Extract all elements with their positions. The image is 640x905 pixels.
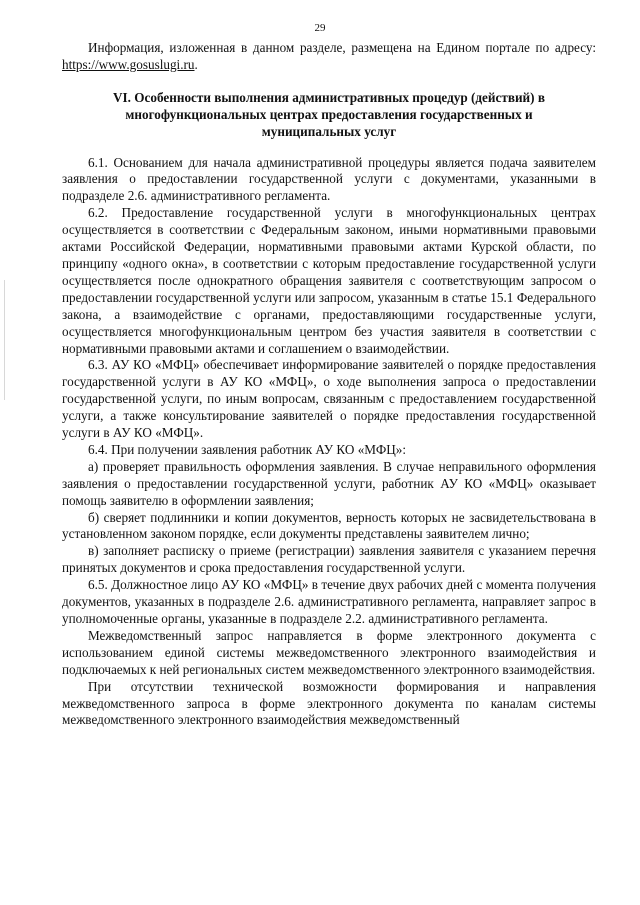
intro-text: Информация, изложенная в данном разделе, размещена на Едином портале по адресу: bbox=[88, 40, 596, 55]
paragraph-interagency-request: Межведомственный запрос направляется в форме электронного документа с использованием единой системы межведомственного электронного взаимодействия и подключаемых к ней региональных систем межведомственного электронного взаимодействия. bbox=[62, 627, 596, 677]
list-item-v: в) заполняет расписку о приеме (регистрации) заявления заявителя с указанием перечня принятых документов и срока предоставления государственной услуги. bbox=[62, 543, 596, 576]
scan-edge-mark bbox=[4, 280, 5, 400]
page-content bbox=[62, 40, 596, 729]
list-item-a: а) проверяет правильность оформления заявления. В случае неправильного оформления заявления о предоставлении государственной услуги, работник АУ КО «МФЦ» оказывает помощь заявителю в оформлении заявления; bbox=[62, 458, 596, 508]
list-item-b: б) сверяет подлинники и копии документов, верность которых не засвидетельствована в установленном законом порядке, если документы представлены заявителем лично; bbox=[62, 509, 596, 542]
paragraph-6-1: 6.1. Основанием для начала административной процедуры является подача заявителем заявления о предоставлении государственной услуги с документами, указанными в подразделе 2.6. административного регламента. bbox=[62, 154, 596, 204]
page-number: 29 bbox=[314, 22, 326, 34]
paragraph-no-technical-possibility: При отсутствии технической возможности формирования и направления межведомственного запроса в форме электронного документа по каналам системы межведомственного электронного взаимодействия межведомственный bbox=[62, 678, 596, 728]
gosuslugi-link[interactable]: https://www.gosuslugi.ru bbox=[62, 56, 195, 72]
intro-paragraph bbox=[62, 40, 596, 74]
section-heading: VI. Особенности выполнения административных процедур (действий) в многофункциональных центрах предоставления государственных и муниципальных услуг bbox=[113, 89, 545, 139]
paragraph-6-2: 6.2. Предоставление государственной услуги в многофункциональных центрах осуществляется в соответствии с Федеральным законом, иными нормативными правовыми актами Российской Федерации, нормативными правовыми актами Курской области, по принципу «одного окна», в соответствии с которым предоставление государственной услуги осуществляется после однократного обращения заявителя с соответствующим запросом о предоставлении государственной услуги или запросом, указанным в статье 15.1 Федерального закона, а взаимодействие с органами, предоставляющими государственные услуги, осуществляется многофункциональным центром без участия заявителя в соответствии с нормативными правовыми актами и соглашением о взаимодействии. bbox=[62, 205, 596, 356]
intro-text-end: . bbox=[194, 56, 198, 72]
paragraph-6-5: 6.5. Должностное лицо АУ КО «МФЦ» в течение двух рабочих дней с момента получения документов, указанных в подразделе 2.6. административного регламента, направляет запрос в уполномоченные органы, указанные в подразделе 2.2. административного регламента. bbox=[62, 577, 596, 626]
paragraph-6-3: 6.3. АУ КО «МФЦ» обеспечивает информирование заявителей о порядке предоставления государственной услуги в АУ КО «МФЦ», о ходе выполнения запроса о предоставлении государственной услуги, по иным вопросам, связанным с предоставлением государственной услуги, а также консультирование заявителей о порядке предоставления государственной услуги в АУ КО «МФЦ». bbox=[62, 357, 596, 441]
paragraph-6-4: 6.4. При получении заявления работник АУ КО «МФЦ»: bbox=[88, 441, 407, 457]
